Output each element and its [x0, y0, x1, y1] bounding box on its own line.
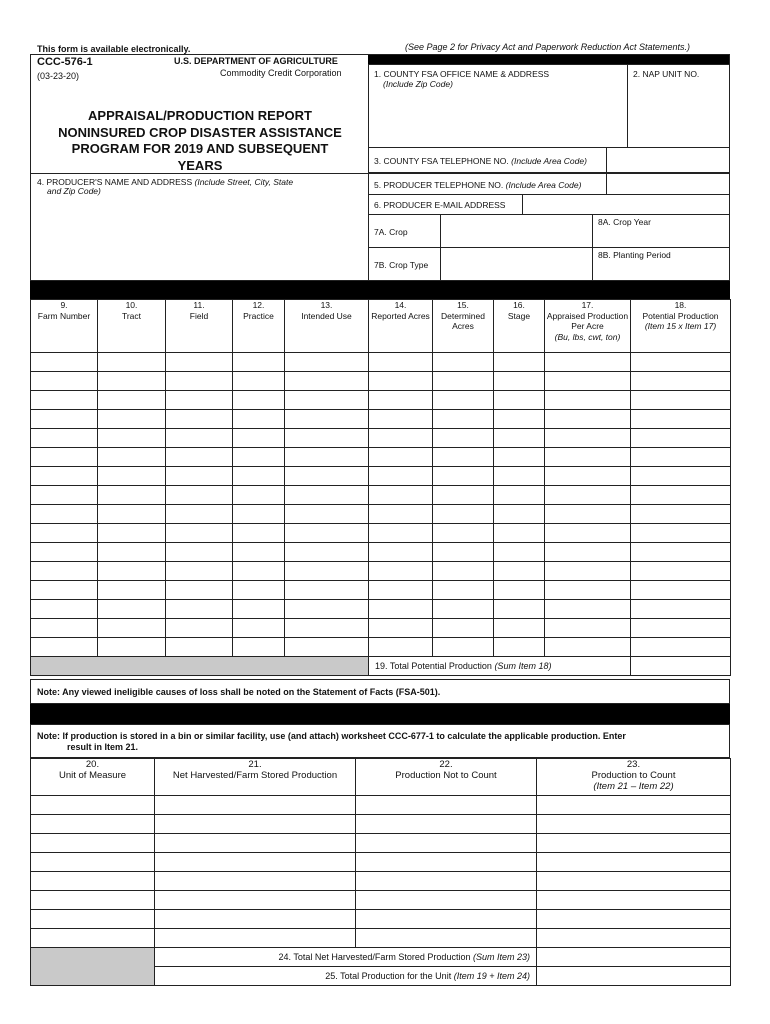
table-cell[interactable]: [166, 410, 233, 429]
table-cell[interactable]: [494, 562, 545, 581]
table-cell[interactable]: [631, 429, 731, 448]
table-row: [31, 353, 731, 372]
table-cell[interactable]: [433, 372, 494, 391]
table-cell[interactable]: [166, 467, 233, 486]
table-cell[interactable]: [369, 429, 433, 448]
form-title-line: APPRAISAL/PRODUCTION REPORT: [88, 108, 312, 123]
table-cell[interactable]: [356, 929, 537, 948]
table-cell[interactable]: [98, 372, 166, 391]
table-cell[interactable]: [166, 448, 233, 467]
crop-type-field[interactable]: [368, 247, 441, 281]
table-cell[interactable]: [545, 562, 631, 581]
table-row: [31, 853, 731, 872]
table-cell[interactable]: [356, 910, 537, 929]
crop-type-label: 7B. Crop Type: [374, 260, 429, 270]
column-header: 18. Potential Production (Item 15 x Item 17): [631, 300, 731, 353]
table-cell[interactable]: [155, 872, 356, 891]
table-cell[interactable]: [285, 410, 369, 429]
form-date: (03-23-20): [37, 71, 80, 81]
table-cell[interactable]: [233, 562, 285, 581]
table-cell[interactable]: [631, 524, 731, 543]
table-cell[interactable]: [494, 600, 545, 619]
note-ineligible-box: [30, 679, 730, 704]
table-cell[interactable]: [537, 853, 731, 872]
table-cell[interactable]: [233, 372, 285, 391]
producer-phone-input[interactable]: [606, 173, 730, 195]
table-cell[interactable]: [369, 410, 433, 429]
table-cell[interactable]: [233, 410, 285, 429]
table-cell[interactable]: [356, 872, 537, 891]
county-office-sublabel: (Include Zip Code): [383, 79, 453, 89]
table-cell[interactable]: [233, 638, 285, 657]
column-header: 11. Field: [166, 300, 233, 353]
form-number: CCC-576-1: [37, 56, 93, 68]
table-cell[interactable]: [545, 581, 631, 600]
table-cell[interactable]: [433, 505, 494, 524]
table-cell[interactable]: [98, 448, 166, 467]
appraisal-table: [30, 299, 731, 676]
table-cell[interactable]: [369, 562, 433, 581]
table-cell[interactable]: [285, 353, 369, 372]
table-cell[interactable]: [537, 929, 731, 948]
nap-unit-field[interactable]: [627, 64, 730, 148]
table-row: [31, 872, 731, 891]
table-cell[interactable]: [155, 815, 356, 834]
table-cell[interactable]: [369, 581, 433, 600]
column-header: 22. Production Not to Count: [356, 759, 537, 796]
table-cell[interactable]: [433, 353, 494, 372]
table-cell[interactable]: [545, 372, 631, 391]
producer-address-label-text: 4. PRODUCER'S NAME AND ADDRESS: [37, 177, 193, 187]
table-cell[interactable]: [356, 815, 537, 834]
column-header: 17. Appraised Production Per Acre (Bu, lbs, cwt, ton): [545, 300, 631, 353]
production-table-body: [31, 796, 731, 948]
column-header: 14. Reported Acres: [369, 300, 433, 353]
table-cell[interactable]: [155, 796, 356, 815]
producer-address-sublabel-2: and Zip Code): [47, 186, 101, 196]
table-cell[interactable]: [369, 543, 433, 562]
table-cell[interactable]: [631, 619, 731, 638]
table-row: [31, 410, 731, 429]
county-phone-label: [374, 156, 587, 166]
table-row: [31, 815, 731, 834]
table-cell[interactable]: [233, 581, 285, 600]
shaded-cell: [31, 948, 155, 986]
table-cell[interactable]: [31, 505, 98, 524]
table-cell[interactable]: [631, 543, 731, 562]
table-row: [31, 600, 731, 619]
table-cell[interactable]: [545, 410, 631, 429]
form-title-line: PROGRAM FOR 2019 AND SUBSEQUENT: [71, 141, 329, 156]
table-cell[interactable]: [545, 524, 631, 543]
table-cell[interactable]: [537, 815, 731, 834]
producer-email-label: 6. PRODUCER E-MAIL ADDRESS: [374, 200, 506, 210]
table-cell[interactable]: [31, 467, 98, 486]
table-cell[interactable]: [166, 600, 233, 619]
producer-phone-label-text: 5. PRODUCER TELEPHONE NO.: [374, 180, 504, 190]
table-cell[interactable]: [545, 505, 631, 524]
section-bar: [30, 281, 730, 299]
table-cell[interactable]: [166, 429, 233, 448]
table-cell[interactable]: [233, 600, 285, 619]
table-row: [31, 619, 731, 638]
table-cell[interactable]: [631, 448, 731, 467]
table-cell[interactable]: [369, 467, 433, 486]
table-cell[interactable]: [98, 543, 166, 562]
table-row: [31, 448, 731, 467]
table-cell[interactable]: [233, 429, 285, 448]
section-bar: [30, 704, 730, 724]
table-cell[interactable]: [166, 372, 233, 391]
table-cell[interactable]: [494, 353, 545, 372]
table-cell[interactable]: [285, 619, 369, 638]
table-cell[interactable]: [537, 834, 731, 853]
table-cell[interactable]: [285, 429, 369, 448]
table-cell[interactable]: [433, 467, 494, 486]
shaded-cell: [31, 657, 369, 676]
table-row: [31, 524, 731, 543]
table-cell[interactable]: [494, 448, 545, 467]
table-cell[interactable]: [494, 638, 545, 657]
table-cell[interactable]: [31, 562, 98, 581]
county-phone-input[interactable]: [606, 147, 730, 173]
table-cell[interactable]: [433, 524, 494, 543]
table-cell[interactable]: [233, 486, 285, 505]
total-harvested-label: 24. Total Net Harvested/Farm Stored Production (Sum Item 23): [155, 948, 537, 967]
table-row: [31, 486, 731, 505]
table-cell[interactable]: [285, 391, 369, 410]
table-cell[interactable]: [433, 619, 494, 638]
table-cell[interactable]: [98, 524, 166, 543]
column-header: 23. Production to Count (Item 21 – Item 22): [537, 759, 731, 796]
county-phone-field[interactable]: [368, 147, 607, 173]
table-cell[interactable]: [31, 619, 98, 638]
table-cell[interactable]: [494, 372, 545, 391]
table-cell[interactable]: [285, 372, 369, 391]
table-cell[interactable]: [537, 891, 731, 910]
county-office-label: 1. COUNTY FSA OFFICE NAME & ADDRESS: [374, 69, 550, 79]
table-cell[interactable]: [166, 505, 233, 524]
table-cell[interactable]: [433, 391, 494, 410]
table-cell[interactable]: [166, 391, 233, 410]
table-cell[interactable]: [98, 410, 166, 429]
table-cell[interactable]: [285, 505, 369, 524]
table-row: [31, 891, 731, 910]
table-cell[interactable]: [31, 815, 155, 834]
table-cell[interactable]: [537, 796, 731, 815]
production-table: [30, 758, 731, 986]
table-cell[interactable]: [494, 505, 545, 524]
nap-unit-label: 2. NAP UNIT NO.: [633, 69, 700, 79]
table-cell[interactable]: [233, 543, 285, 562]
table-cell[interactable]: [433, 410, 494, 429]
column-header: 9. Farm Number: [31, 300, 98, 353]
table-cell[interactable]: [233, 505, 285, 524]
note-storage-box: [30, 724, 730, 758]
table-row: [31, 638, 731, 657]
table-cell[interactable]: [545, 467, 631, 486]
table-cell[interactable]: [31, 581, 98, 600]
total-unit-input[interactable]: [537, 967, 731, 986]
agency-name: U.S. DEPARTMENT OF AGRICULTURE: [174, 56, 338, 66]
column-header: 15. Determined Acres: [433, 300, 494, 353]
table-cell[interactable]: [31, 600, 98, 619]
appraisal-table-body: [31, 353, 731, 657]
table-cell[interactable]: [166, 581, 233, 600]
table-cell[interactable]: [433, 562, 494, 581]
table-cell[interactable]: [494, 581, 545, 600]
table-cell[interactable]: [98, 619, 166, 638]
form-title: [40, 108, 360, 174]
table-cell[interactable]: [433, 543, 494, 562]
table-cell[interactable]: [494, 410, 545, 429]
table-cell[interactable]: [31, 429, 98, 448]
table-cell[interactable]: [31, 834, 155, 853]
table-cell[interactable]: [98, 638, 166, 657]
table-cell[interactable]: [31, 353, 98, 372]
table-row: [31, 467, 731, 486]
note-storage-line1: Note: If production is stored in a bin or similar facility, use (and attach) worksheet CCC-677-1 to calculate the applicable production. Enter: [37, 731, 626, 741]
producer-email-input[interactable]: [522, 194, 730, 215]
form-title-line: YEARS: [177, 157, 223, 173]
table-cell[interactable]: [494, 619, 545, 638]
table-row: [31, 929, 731, 948]
planting-period-label: 8B. Planting Period: [598, 250, 671, 260]
table-cell[interactable]: [369, 448, 433, 467]
crop-type-input[interactable]: [440, 247, 593, 281]
table-cell[interactable]: [31, 853, 155, 872]
table-cell[interactable]: [155, 891, 356, 910]
table-cell[interactable]: [233, 524, 285, 543]
table-cell[interactable]: [31, 910, 155, 929]
table-cell[interactable]: [98, 486, 166, 505]
table-cell[interactable]: [285, 467, 369, 486]
table-row: [31, 543, 731, 562]
table-cell[interactable]: [155, 853, 356, 872]
table-cell[interactable]: [166, 638, 233, 657]
table-cell[interactable]: [31, 872, 155, 891]
table-header-row: [31, 759, 731, 796]
crop-label: 7A. Crop: [374, 227, 408, 237]
table-cell[interactable]: [285, 600, 369, 619]
table-cell[interactable]: [369, 600, 433, 619]
table-cell[interactable]: [545, 638, 631, 657]
column-header: 13. Intended Use: [285, 300, 369, 353]
table-cell[interactable]: [285, 486, 369, 505]
table-cell[interactable]: [31, 638, 98, 657]
total-unit-label: 25. Total Production for the Unit (Item 19 + Item 24): [155, 967, 537, 986]
table-cell[interactable]: [369, 638, 433, 657]
producer-email-field[interactable]: [368, 194, 523, 215]
table-cell[interactable]: [98, 429, 166, 448]
note-ineligible: Note: Any viewed ineligible causes of loss shall be noted on the Statement of Facts (FSA-501).: [37, 687, 441, 697]
table-row: [31, 910, 731, 929]
table-cell[interactable]: [233, 467, 285, 486]
table-row: [31, 372, 731, 391]
table-row: [31, 505, 731, 524]
table-cell[interactable]: [285, 581, 369, 600]
column-header: 21. Net Harvested/Farm Stored Production: [155, 759, 356, 796]
table-cell[interactable]: [369, 353, 433, 372]
producer-phone-field[interactable]: [368, 173, 607, 195]
table-cell[interactable]: [166, 524, 233, 543]
table-cell[interactable]: [31, 891, 155, 910]
table-cell[interactable]: [545, 543, 631, 562]
note-storage-line2: result in Item 21.: [67, 742, 139, 752]
table-cell[interactable]: [545, 619, 631, 638]
table-cell[interactable]: [494, 543, 545, 562]
table-cell[interactable]: [356, 853, 537, 872]
table-cell[interactable]: [433, 429, 494, 448]
table-cell[interactable]: [494, 467, 545, 486]
table-cell[interactable]: [166, 486, 233, 505]
table-cell[interactable]: [631, 467, 731, 486]
table-cell[interactable]: [631, 600, 731, 619]
table-cell[interactable]: [285, 448, 369, 467]
table-row: [31, 834, 731, 853]
producer-phone-sublabel: (Include Area Code): [505, 180, 582, 190]
table-cell[interactable]: [31, 524, 98, 543]
column-header: 16. Stage: [494, 300, 545, 353]
table-cell[interactable]: [631, 486, 731, 505]
planting-period-field[interactable]: [592, 247, 730, 281]
table-cell[interactable]: [631, 372, 731, 391]
table-cell[interactable]: [545, 486, 631, 505]
table-cell[interactable]: [31, 929, 155, 948]
electronic-note: This form is available electronically.: [37, 44, 191, 54]
table-cell[interactable]: [166, 543, 233, 562]
table-cell[interactable]: [285, 543, 369, 562]
crop-year-field[interactable]: [592, 214, 730, 248]
county-phone-label-text: 3. COUNTY FSA TELEPHONE NO.: [374, 156, 509, 166]
table-cell[interactable]: [98, 353, 166, 372]
total-harvested-input[interactable]: [537, 948, 731, 967]
table-cell[interactable]: [233, 353, 285, 372]
table-cell[interactable]: [545, 391, 631, 410]
table-row: [31, 796, 731, 815]
table-cell[interactable]: [494, 429, 545, 448]
table-cell[interactable]: [433, 486, 494, 505]
column-header: 20. Unit of Measure: [31, 759, 155, 796]
table-cell[interactable]: [537, 910, 731, 929]
table-cell[interactable]: [98, 391, 166, 410]
table-cell[interactable]: [155, 834, 356, 853]
crop-year-label: 8A. Crop Year: [598, 217, 651, 227]
table-cell[interactable]: [31, 543, 98, 562]
table-cell[interactable]: [631, 410, 731, 429]
table-cell[interactable]: [631, 562, 731, 581]
table-row: [31, 391, 731, 410]
table-cell[interactable]: [369, 619, 433, 638]
table-cell[interactable]: [433, 448, 494, 467]
table-cell[interactable]: [494, 391, 545, 410]
column-header: 12. Practice: [233, 300, 285, 353]
column-header: 10. Tract: [98, 300, 166, 353]
table-cell[interactable]: [631, 581, 731, 600]
total-potential-row: [31, 657, 731, 676]
table-cell[interactable]: [433, 581, 494, 600]
table-cell[interactable]: [631, 391, 731, 410]
table-cell[interactable]: [31, 796, 155, 815]
county-office-field[interactable]: [368, 64, 628, 148]
header-black-bar: [368, 55, 729, 64]
table-row: [31, 562, 731, 581]
table-cell[interactable]: [369, 524, 433, 543]
table-cell[interactable]: [31, 372, 98, 391]
table-cell[interactable]: [369, 505, 433, 524]
table-cell[interactable]: [545, 448, 631, 467]
table-cell[interactable]: [233, 391, 285, 410]
producer-phone-label: [374, 180, 581, 190]
table-cell[interactable]: [31, 391, 98, 410]
table-cell[interactable]: [166, 562, 233, 581]
table-cell[interactable]: [494, 524, 545, 543]
table-cell[interactable]: [285, 638, 369, 657]
table-cell[interactable]: [31, 486, 98, 505]
crop-input[interactable]: [440, 214, 593, 248]
table-cell[interactable]: [369, 372, 433, 391]
table-cell[interactable]: [98, 467, 166, 486]
table-cell[interactable]: [233, 448, 285, 467]
producer-address-sublabel: (Include Street, City, State: [194, 177, 294, 187]
table-cell[interactable]: [545, 353, 631, 372]
table-cell[interactable]: [433, 600, 494, 619]
privacy-note: (See Page 2 for Privacy Act and Paperwork Reduction Act Statements.): [405, 42, 690, 52]
table-cell[interactable]: [369, 486, 433, 505]
table-cell[interactable]: [31, 448, 98, 467]
table-cell[interactable]: [155, 910, 356, 929]
table-cell[interactable]: [285, 524, 369, 543]
form-title-line: NONINSURED CROP DISASTER ASSISTANCE: [58, 124, 342, 140]
table-cell[interactable]: [631, 505, 731, 524]
table-cell[interactable]: [433, 638, 494, 657]
sub-agency-name: Commodity Credit Corporation: [220, 68, 342, 78]
table-cell[interactable]: [631, 353, 731, 372]
table-row: [31, 581, 731, 600]
table-cell[interactable]: [285, 562, 369, 581]
table-cell[interactable]: [537, 872, 731, 891]
crop-field[interactable]: [368, 214, 441, 248]
table-cell[interactable]: [233, 619, 285, 638]
county-phone-sublabel: (Include Area Code): [511, 156, 587, 166]
total-potential-input[interactable]: [631, 657, 731, 676]
table-cell[interactable]: [631, 638, 731, 657]
table-cell[interactable]: [356, 891, 537, 910]
table-cell[interactable]: [369, 391, 433, 410]
table-cell[interactable]: [494, 486, 545, 505]
table-cell[interactable]: [98, 600, 166, 619]
total-harvested-row: [31, 948, 731, 967]
table-cell[interactable]: [545, 600, 631, 619]
table-cell[interactable]: [98, 562, 166, 581]
table-header-row: [31, 300, 731, 353]
table-cell[interactable]: [98, 581, 166, 600]
table-cell[interactable]: [166, 353, 233, 372]
table-cell[interactable]: [356, 796, 537, 815]
table-cell[interactable]: [98, 505, 166, 524]
table-cell[interactable]: [545, 429, 631, 448]
table-cell[interactable]: [31, 410, 98, 429]
producer-address-field[interactable]: [30, 173, 369, 281]
table-cell[interactable]: [356, 834, 537, 853]
table-cell[interactable]: [166, 619, 233, 638]
table-cell[interactable]: [155, 929, 356, 948]
table-row: [31, 429, 731, 448]
total-potential-label: 19. Total Potential Production (Sum Item 18): [369, 657, 631, 676]
